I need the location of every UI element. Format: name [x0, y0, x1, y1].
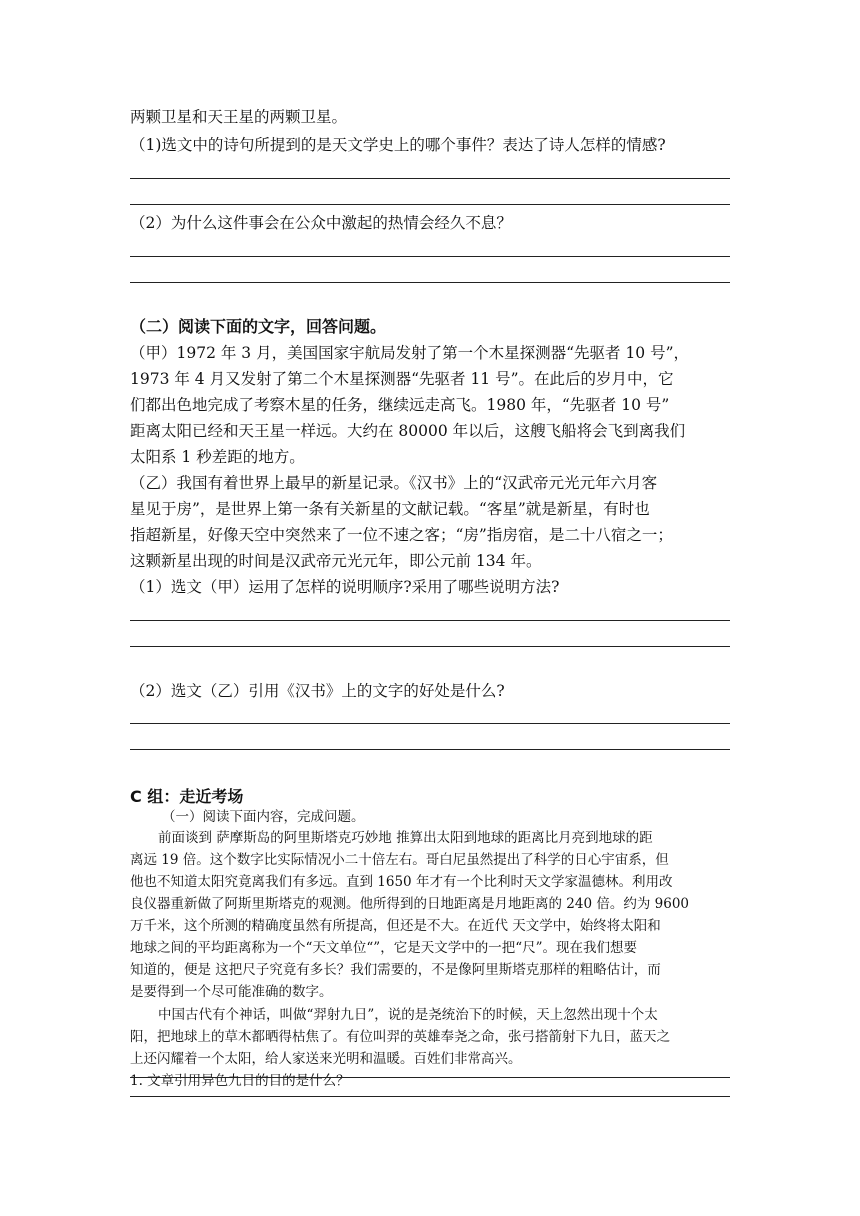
- partC-subheading: （一）阅读下面内容，完成问题。: [162, 809, 365, 825]
- jia-line: 距离太阳已经和天王星一样远。大约在 80000 年以后，这艘飞船将会飞到离我们: [130, 422, 686, 440]
- answer-line[interactable]: [130, 723, 730, 724]
- answer-line[interactable]: [130, 1077, 730, 1078]
- jia-line: （甲）1972 年 3 月，美国国家宇航局发射了第一个木星探测器“先驱者 10 号”，: [130, 344, 690, 362]
- passage-line: 万千米，这个所测的精确度虽然有所提高，但还是不大。在近代 天文学中，始终将太阳和: [130, 918, 661, 934]
- part2-question-1: （1）选文（甲）运用了怎样的说明顺序?采用了哪些说明方法?: [130, 578, 560, 596]
- answer-line[interactable]: [130, 204, 730, 205]
- jia-line: 1973 年 4 月又发射了第二个木星探测器“先驱者 11 号”。在此后的岁月中，它: [130, 370, 674, 388]
- part2-question-2: （2）选文（乙）引用《汉书》上的文字的好处是什么?: [130, 682, 505, 700]
- answer-line[interactable]: [130, 282, 730, 283]
- intro-line: 两颗卫星和天王星的两颗卫星。: [130, 108, 348, 126]
- passage-line: 上还闪耀着一个太阳，给人家送来光明和温暖。百姓们非常高兴。: [130, 1051, 522, 1067]
- jia-line: 太阳系 1 秒差距的地方。: [130, 448, 305, 466]
- answer-line[interactable]: [130, 749, 730, 750]
- passage-line: 知道的，便是 这把尺子究竟有多长？我们需要的，不是像阿里斯塔克那样的粗略估计，而: [130, 962, 661, 978]
- partC-question-1: 1. 文章引用异色九日的目的是什么？: [130, 1073, 350, 1089]
- yi-line: （乙）我国有着世界上最早的新星记录。《汉书》上的“汉武帝元光元年六月客: [130, 474, 658, 492]
- jia-line: 们都出色地完成了考察木星的任务，继续远走高飞。1980 年，“先驱者 10 号”: [130, 396, 670, 414]
- passage-line: 地球之间的平均距离称为一个“天文单位“”，它是天文学中的一把“尺”。现在我们想要: [130, 940, 638, 956]
- part1-question-2: （2）为什么这件事会在公众中激起的热情会经久不息？: [130, 214, 512, 232]
- part1-question-1: （1)选文中的诗句所提到的是天文学史上的哪个事件？表达了诗人怎样的情感?: [130, 136, 666, 154]
- passage-line: 阳，把地球上的草木都晒得枯焦了。有位叫羿的英雄奉尧之命，张弓搭箭射下九日，蓝天之: [130, 1029, 670, 1045]
- yi-line: 星见于房”，是世界上第一条有关新星的文献记载。“客星”就是新星，有时也: [130, 500, 650, 518]
- passage-line: 良仪器重新做了阿斯里斯塔克的观测。他所得到的日地距离是月地距离的 240 倍。约为 9600: [130, 896, 689, 912]
- passage-line: 是要得到一个尽可能准确的数字。: [130, 984, 333, 1000]
- yi-line: 这颗新星出现的时间是汉武帝元光元年，即公元前 134 年。: [130, 552, 542, 570]
- passage-line: 前面谈到 萨摩斯岛的阿里斯塔克巧妙地 推算出太阳到地球的距离比月亮到地球的距: [158, 830, 653, 846]
- answer-line[interactable]: [130, 256, 730, 257]
- answer-line[interactable]: [130, 178, 730, 179]
- answer-line[interactable]: [130, 1096, 730, 1097]
- answer-line[interactable]: [130, 620, 730, 621]
- passage-line: 他也不知道太阳究竟离我们有多远。直到 1650 年才有一个比利时天文学家温德林。利用改: [130, 874, 673, 890]
- answer-line[interactable]: [130, 646, 730, 647]
- passage-line: 离远 19 倍。这个数字比实际情况小二十倍左右。哥白尼虽然提出了科学的日心宇宙系，但: [130, 852, 669, 868]
- partC-heading: C 组：走近考场: [130, 787, 244, 806]
- part2-heading: （二）阅读下面的文字，回答问题。: [130, 317, 387, 336]
- yi-line: 指超新星，好像天空中突然来了一位不速之客；“房”指房宿，是二十八宿之一；: [130, 526, 673, 544]
- passage-line: 中国古代有个神话，叫做“羿射九日”，说的是尧统治下的时候，天上忽然出现十个太: [158, 1007, 658, 1023]
